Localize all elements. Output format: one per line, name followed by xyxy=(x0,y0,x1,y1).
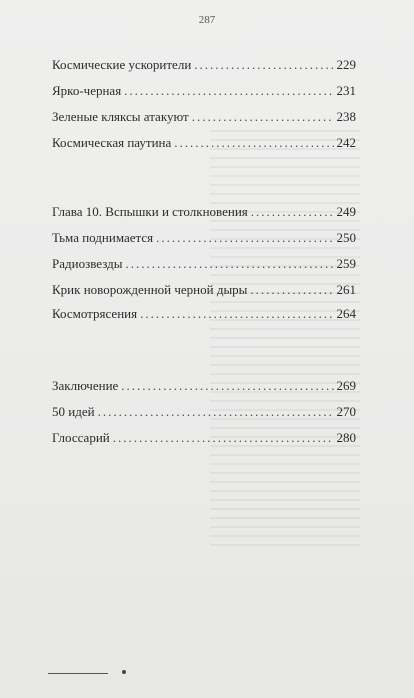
leader-dots xyxy=(125,256,333,272)
toc-entry-page: 261 xyxy=(336,282,356,297)
toc-entry-title: Космические ускорители xyxy=(52,57,192,72)
toc-entry-title: Тьма поднимается xyxy=(52,230,154,245)
toc-entry-page: 259 xyxy=(336,256,356,271)
toc-entry-title: Зеленые кляксы атакуют xyxy=(52,109,189,124)
page-number: 287 xyxy=(198,14,216,26)
footer-rule xyxy=(48,673,108,674)
footer-ornament-dot xyxy=(122,670,126,674)
toc-entry-page: 229 xyxy=(336,57,356,72)
leader-dots xyxy=(250,282,333,298)
toc-entry xyxy=(52,57,356,75)
bleed-through-text xyxy=(210,130,360,550)
leader-dots xyxy=(121,378,333,394)
toc-entry xyxy=(52,109,356,127)
leader-dots xyxy=(98,404,334,420)
toc-entry-page: 250 xyxy=(336,230,356,245)
toc-entry-title: Глава 10. Вспышки и столкновения xyxy=(52,204,248,219)
toc-entry-title: Крик новорожденной черной дыры xyxy=(52,282,248,297)
leader-dots xyxy=(124,83,333,99)
toc-entry-page: 231 xyxy=(336,83,356,98)
toc-entry xyxy=(52,282,356,300)
leader-dots xyxy=(140,306,333,322)
toc-entry-title: Заключение xyxy=(52,378,119,393)
toc-entry-page: 264 xyxy=(336,306,356,321)
leader-dots xyxy=(192,109,334,125)
toc-entry-title: Ярко-черная xyxy=(52,83,122,98)
toc-entry-page: 249 xyxy=(336,204,356,219)
toc-chapter-entry xyxy=(52,204,356,222)
toc-entry xyxy=(52,230,356,248)
toc-entry xyxy=(52,135,356,153)
toc-entry xyxy=(52,83,356,101)
toc-entry-page: 280 xyxy=(336,430,356,445)
toc-entry xyxy=(52,430,356,448)
toc-entry xyxy=(52,404,356,422)
toc-entry-title: Космотрясения xyxy=(52,306,138,321)
toc-entry xyxy=(52,256,356,274)
toc-entry-title: Космическая паутина xyxy=(52,135,172,150)
toc-entry xyxy=(52,306,356,324)
toc-entry-page: 270 xyxy=(336,404,356,419)
toc-entry-title: Радиозвезды xyxy=(52,256,123,271)
toc-entry-page: 238 xyxy=(336,109,356,124)
leader-dots xyxy=(156,230,333,246)
toc-entry-title: 50 идей xyxy=(52,404,95,419)
leader-dots xyxy=(113,430,334,446)
leader-dots xyxy=(194,57,333,73)
toc-entry-title: Глоссарий xyxy=(52,430,110,445)
toc-entry xyxy=(52,378,356,396)
toc-entry-page: 269 xyxy=(336,378,356,393)
toc-entry-page: 242 xyxy=(336,135,356,150)
leader-dots xyxy=(251,204,334,220)
leader-dots xyxy=(174,135,333,151)
